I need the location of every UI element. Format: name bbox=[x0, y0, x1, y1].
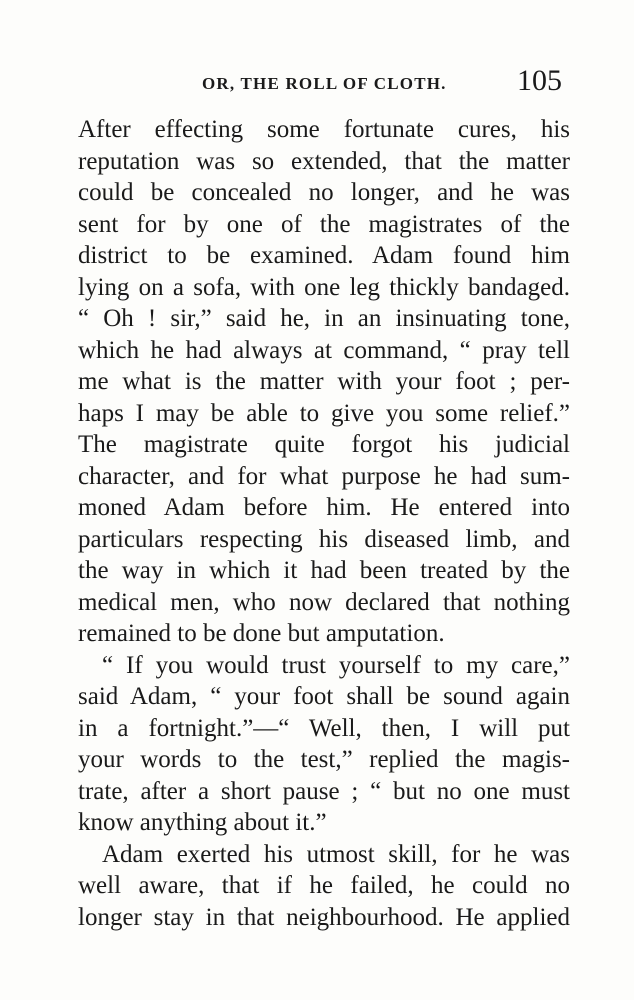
text-line: in a fortnight.”—“ Well, then, I will put bbox=[78, 714, 570, 742]
text-line: moned Adam before him. He entered into bbox=[78, 494, 570, 521]
paragraph-end-line: remained to be done but amputation. bbox=[78, 620, 445, 647]
text-line: your words to the test,” replied the magis- bbox=[78, 746, 570, 773]
text-line: “ Oh ! sir,” said he, in an insinuating tone, bbox=[78, 305, 570, 332]
text-line: character, and for what purpose he had sum- bbox=[78, 462, 570, 490]
paragraph-start-line: “ If you would trust yourself to my care,” bbox=[102, 651, 570, 679]
text-line: said Adam, “ your foot shall be sound again bbox=[78, 683, 570, 710]
text-line: longer stay in that neighbourhood. He applied bbox=[78, 903, 570, 931]
text-line: well aware, that if he failed, he could no bbox=[78, 872, 570, 899]
text-line: lying on a sofa, with one leg thickly bandaged. bbox=[78, 273, 570, 301]
text-line: could be concealed no longer, and he was bbox=[78, 179, 570, 206]
text-line: district to be examined. Adam found him bbox=[78, 242, 570, 269]
text-line: After effecting some fortunate cures, his bbox=[78, 116, 570, 143]
text-line: medical men, who now declared that nothing bbox=[78, 588, 570, 616]
text-line: The magistrate quite forgot his judicial bbox=[78, 431, 570, 458]
running-title: OR, THE ROLL OF CLOTH. bbox=[202, 74, 447, 93]
body-text bbox=[78, 114, 570, 933]
running-head bbox=[0, 64, 634, 98]
text-line: trate, after a short pause ; “ but no one must bbox=[78, 777, 570, 805]
text-line: reputation was so extended, that the matter bbox=[78, 147, 570, 175]
text-line: the way in which it had been treated by the bbox=[78, 557, 570, 584]
text-line: haps I may be able to give you some relief.” bbox=[78, 399, 570, 427]
paragraph-start-line: Adam exerted his utmost skill, for he was bbox=[102, 840, 570, 868]
text-line: which he had always at command, “ pray tell bbox=[78, 336, 570, 364]
paragraph-end-line: know anything about it.” bbox=[78, 809, 327, 836]
text-line: sent for by one of the magistrates of the bbox=[78, 210, 570, 238]
text-line: particulars respecting his diseased limb, and bbox=[78, 525, 570, 553]
page-number: 105 bbox=[517, 64, 562, 97]
text-line: me what is the matter with your foot ; per- bbox=[78, 368, 570, 395]
